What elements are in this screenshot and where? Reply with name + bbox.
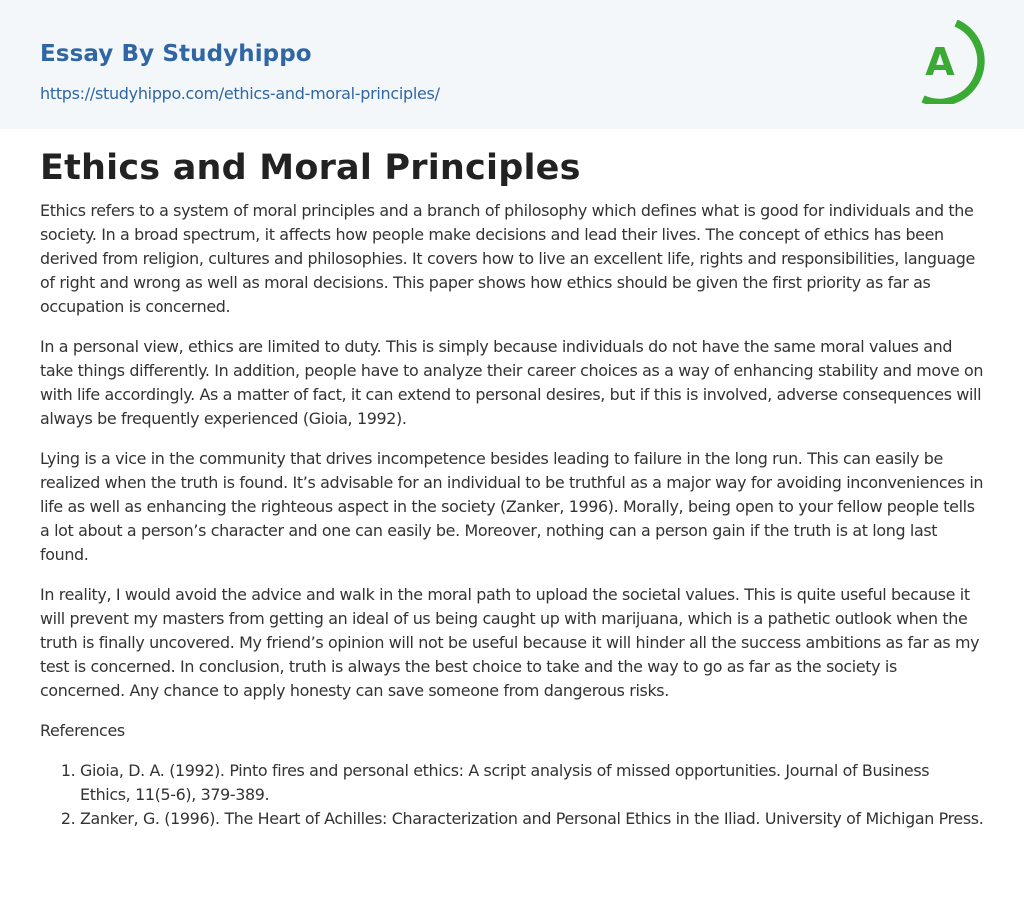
references-heading: References [40,721,125,740]
paragraph: Lying is a vice in the community that drives incompetence besides leading to failure in the long run. This can easily be realized when the truth is found. It’s advisable for an individual to be truthful as a major way for avoiding inconveniences in life as well as enhancing the righteous aspect in the society (Zanker, 1996). Morally, being open to your fellow people tells a lot about a person’s character and one can easily be. Moreover, nothing can a person gain if the truth is at long last found. [40,449,984,564]
logo-letter: A [925,40,955,84]
site-brand[interactable]: Essay By Studyhippo [40,41,312,67]
reference-item: 2. Zanker, G. (1996). The Heart of Achilles: Characterization and Personal Ethics in the Iliad. University of Michigan Press. [80,807,984,831]
studyhippo-logo-icon[interactable] [912,20,986,104]
references-list [40,759,984,831]
page-title: Ethics and Moral Principles [40,148,581,188]
reference-item: 1. Gioia, D. A. (1992). Pinto fires and personal ethics: A script analysis of missed opportunities. Journal of Business Ethics, 11(5-6), 379-389. [80,759,984,807]
site-header [0,0,1024,129]
paragraph: In reality, I would avoid the advice and walk in the moral path to upload the societal values. This is quite useful because it will prevent my masters from getting an ideal of us being caught up with marijuana, which is a pathetic outlook when the truth is finally uncovered. My friend’s opinion will not be useful because it will hinder all the success ambitions as far as my test is concerned. In conclusion, truth is always the best choice to take and the way to go as far as the society is concerned. Any chance to apply honesty can save someone from dangerous risks. [40,585,980,700]
article [40,146,984,831]
paragraph: Ethics refers to a system of moral principles and a branch of philosophy which defines what is good for individuals and the society. In a broad spectrum, it affects how people make decisions and lead their lives. The concept of ethics has been derived from religion, cultures and philosophies. It covers how to live an excellent life, rights and responsibilities, language of right and wrong as well as moral decisions. This paper shows how ethics should be given the first priority as far as occupation is concerned. [40,201,975,316]
essay-url-link[interactable]: https://studyhippo.com/ethics-and-moral-principles/ [40,84,440,103]
paragraph: In a personal view, ethics are limited to duty. This is simply because individuals do not have the same moral values and take things differently. In addition, people have to analyze their career choices as a way of enhancing stability and move on with life accordingly. As a matter of fact, it can extend to personal desires, but if this is involved, adverse consequences will always be frequently experienced (Gioia, 1992). [40,337,984,428]
